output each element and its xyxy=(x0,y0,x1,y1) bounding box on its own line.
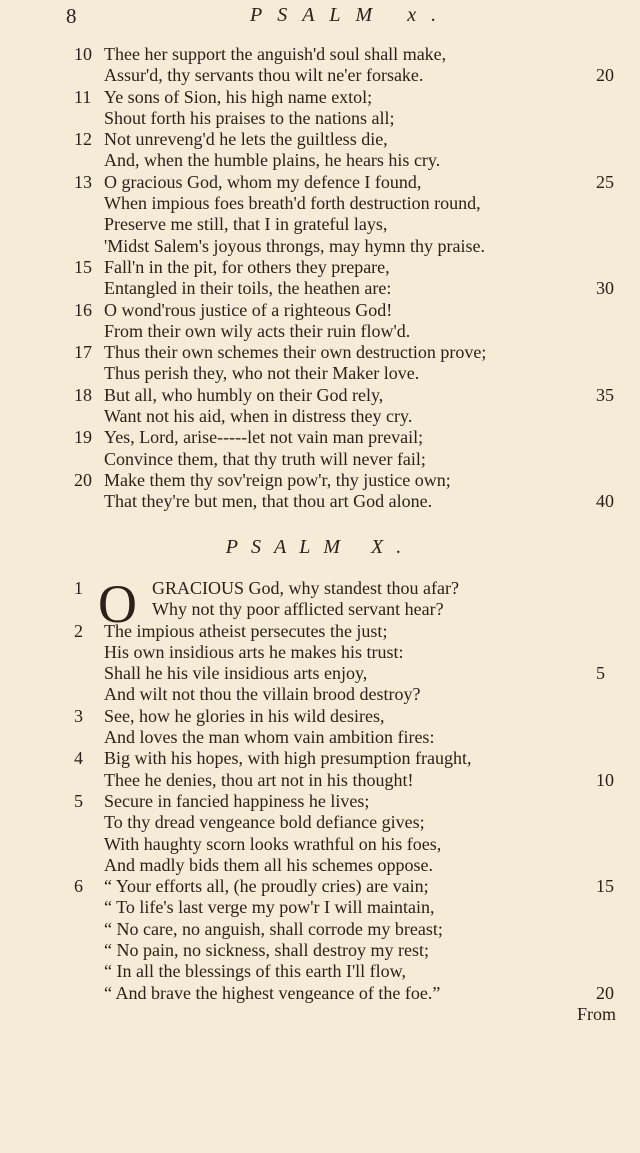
verse-line xyxy=(0,876,640,897)
verse-text: Secure in fancied happiness he lives; xyxy=(104,790,370,811)
drop-cap: O xyxy=(98,574,137,634)
verse-line xyxy=(0,257,640,278)
verse-number: 1 xyxy=(74,578,83,598)
verse-text: Entangled in their toils, the heathen are: xyxy=(104,278,392,299)
verse-text: O gracious God, whom my defence I found, xyxy=(104,171,422,192)
verse-text: Thee he denies, thou art not in his thought! xyxy=(104,769,414,790)
verse-line xyxy=(0,727,640,748)
verse-text: But all, who humbly on their God rely, xyxy=(104,384,384,405)
verse-line xyxy=(0,983,640,1004)
verse-line xyxy=(0,172,640,193)
verse-text: From their own wily acts their ruin flow'd. xyxy=(104,320,411,341)
line-number: 20 xyxy=(596,65,614,86)
verse-number: 18 xyxy=(74,384,92,405)
verse-text: Yes, Lord, arise-----let not vain man prevail; xyxy=(104,427,424,448)
verse-text: Big with his hopes, with high presumption fraught, xyxy=(104,748,472,769)
verse-number: 4 xyxy=(74,748,83,769)
verse-line xyxy=(0,300,640,321)
verse-line xyxy=(0,214,640,235)
verse-number: 17 xyxy=(74,342,92,363)
verse-number: 13 xyxy=(74,171,92,192)
verse-number: 19 xyxy=(74,427,92,448)
verse-text: And, when the humble plains, he hears his cry. xyxy=(104,150,441,171)
verse-text: “ No care, no anguish, shall corrode my breast; xyxy=(104,918,443,939)
line-number: 30 xyxy=(596,278,614,299)
psalm-x-verses xyxy=(0,574,640,1004)
verse-text: See, how he glories in his wild desires, xyxy=(104,705,385,726)
verse-line xyxy=(0,748,640,769)
verse-text: Ye sons of Sion, his high name extol; xyxy=(104,86,373,107)
verse-line xyxy=(0,578,640,599)
verse-line xyxy=(0,940,640,961)
verse-line xyxy=(0,342,640,363)
verse-line xyxy=(0,44,640,65)
verse-number: 3 xyxy=(74,705,83,726)
verse-line xyxy=(0,65,640,86)
line-number: 5 xyxy=(596,663,605,684)
verse-text: Fall'n in the pit, for others they prepare, xyxy=(104,256,390,277)
verse-text: Assur'd, thy servants thou wilt ne'er forsake. xyxy=(104,65,424,86)
verse-number: 2 xyxy=(74,620,83,641)
verse-text: His own insidious arts he makes his trust: xyxy=(104,641,404,662)
verse-line xyxy=(0,855,640,876)
verse-text: That they're but men, that thou art God alone. xyxy=(104,491,433,512)
verse-text: “ No pain, no sickness, shall destroy my rest; xyxy=(104,940,429,961)
section-title: PSALM X. xyxy=(225,536,415,558)
verse-number: 6 xyxy=(74,876,83,897)
verse-text: The impious atheist persecutes the just; xyxy=(104,620,388,641)
verse-line xyxy=(0,87,640,108)
verse-line xyxy=(0,406,640,427)
verse-number: 20 xyxy=(74,469,92,490)
verse-text: 'Midst Salem's joyous throngs, may hymn thy praise. xyxy=(104,235,485,256)
verse-line xyxy=(0,193,640,214)
verse-line xyxy=(0,706,640,727)
verse-text: “ And brave the highest vengeance of the foe.” xyxy=(104,982,441,1003)
verse-line xyxy=(0,770,640,791)
verse-line xyxy=(0,427,640,448)
verse-text: And madly bids them all his schemes oppose. xyxy=(104,854,433,875)
verse-number: 5 xyxy=(74,790,83,811)
line-number: 10 xyxy=(596,769,614,790)
verse-number: 11 xyxy=(74,86,92,107)
catchword: From xyxy=(576,1004,616,1024)
verse-number: 12 xyxy=(74,129,92,150)
psalm-ix-verses xyxy=(0,44,640,513)
verse-line xyxy=(0,321,640,342)
verse-number: 10 xyxy=(74,44,92,64)
verse-text: With haughty scorn looks wrathful on his foes, xyxy=(104,833,442,854)
verse-line xyxy=(0,385,640,406)
verse-line xyxy=(0,919,640,940)
verse-line xyxy=(0,363,640,384)
verse-text: Thus perish they, who not their Maker love. xyxy=(104,363,420,384)
verse-line xyxy=(0,684,640,705)
verse-line xyxy=(0,236,640,257)
verse-text: When impious foes breath'd forth destruction round, xyxy=(104,193,481,214)
line-number: 40 xyxy=(596,491,614,512)
verse-text: And loves the man whom vain ambition fires: xyxy=(104,727,435,748)
verse-line xyxy=(0,150,640,171)
verse-text: Shall he his vile insidious arts enjoy, xyxy=(104,663,368,684)
verse-text: Preserve me still, that I in grateful lays, xyxy=(104,214,388,235)
verse-line xyxy=(0,599,640,620)
verse-line xyxy=(0,470,640,491)
verse-number: 16 xyxy=(74,299,92,320)
verse-line xyxy=(0,278,640,299)
verse-number: 15 xyxy=(74,256,92,277)
verse-text: Thus their own schemes their own destruction prove; xyxy=(104,342,487,363)
line-number: 20 xyxy=(596,982,614,1003)
verse-text: “ To life's last verge my pow'r I will maintain, xyxy=(104,897,435,918)
verse-line xyxy=(0,812,640,833)
line-number: 15 xyxy=(596,876,614,897)
verse-text: To thy dread vengeance bold defiance gives; xyxy=(104,812,425,833)
verse-text: Want not his aid, when in distress they cry. xyxy=(104,406,413,427)
verse-text: Thee her support the anguish'd soul shall make, xyxy=(104,44,447,64)
verse-text: GRACIOUS God, why standest thou afar? xyxy=(152,578,459,598)
verse-line xyxy=(0,129,640,150)
line-number: 35 xyxy=(596,384,614,405)
verse-line xyxy=(0,621,640,642)
verse-line xyxy=(0,791,640,812)
verse-text: Shout forth his praises to the nations all; xyxy=(104,107,395,128)
verse-line xyxy=(0,663,640,684)
running-title: PSALM x. xyxy=(250,4,452,26)
verse-line xyxy=(0,108,640,129)
verse-text: Make them thy sov'reign pow'r, thy justice own; xyxy=(104,469,451,490)
page-number: 8 xyxy=(66,4,77,28)
verse-line xyxy=(0,449,640,470)
verse-text: Convince them, that thy truth will never fail; xyxy=(104,448,426,469)
verse-text: “ In all the blessings of this earth I'll flow, xyxy=(104,961,407,982)
verse-line xyxy=(0,834,640,855)
verse-text: “ Your efforts all, (he proudly cries) are vain; xyxy=(104,876,429,897)
page-header xyxy=(0,4,640,30)
verse-line xyxy=(0,897,640,918)
line-number: 25 xyxy=(596,171,614,192)
verse-line xyxy=(0,491,640,512)
verse-text: And wilt not thou the villain brood destroy? xyxy=(104,684,421,705)
verse-text: O wond'rous justice of a righteous God! xyxy=(104,299,393,320)
verse-text: Not unreveng'd he lets the guiltless die, xyxy=(104,129,388,150)
verse-line xyxy=(0,642,640,663)
verse-line xyxy=(0,961,640,982)
verse-text: Why not thy poor afflicted servant hear? xyxy=(152,599,444,620)
